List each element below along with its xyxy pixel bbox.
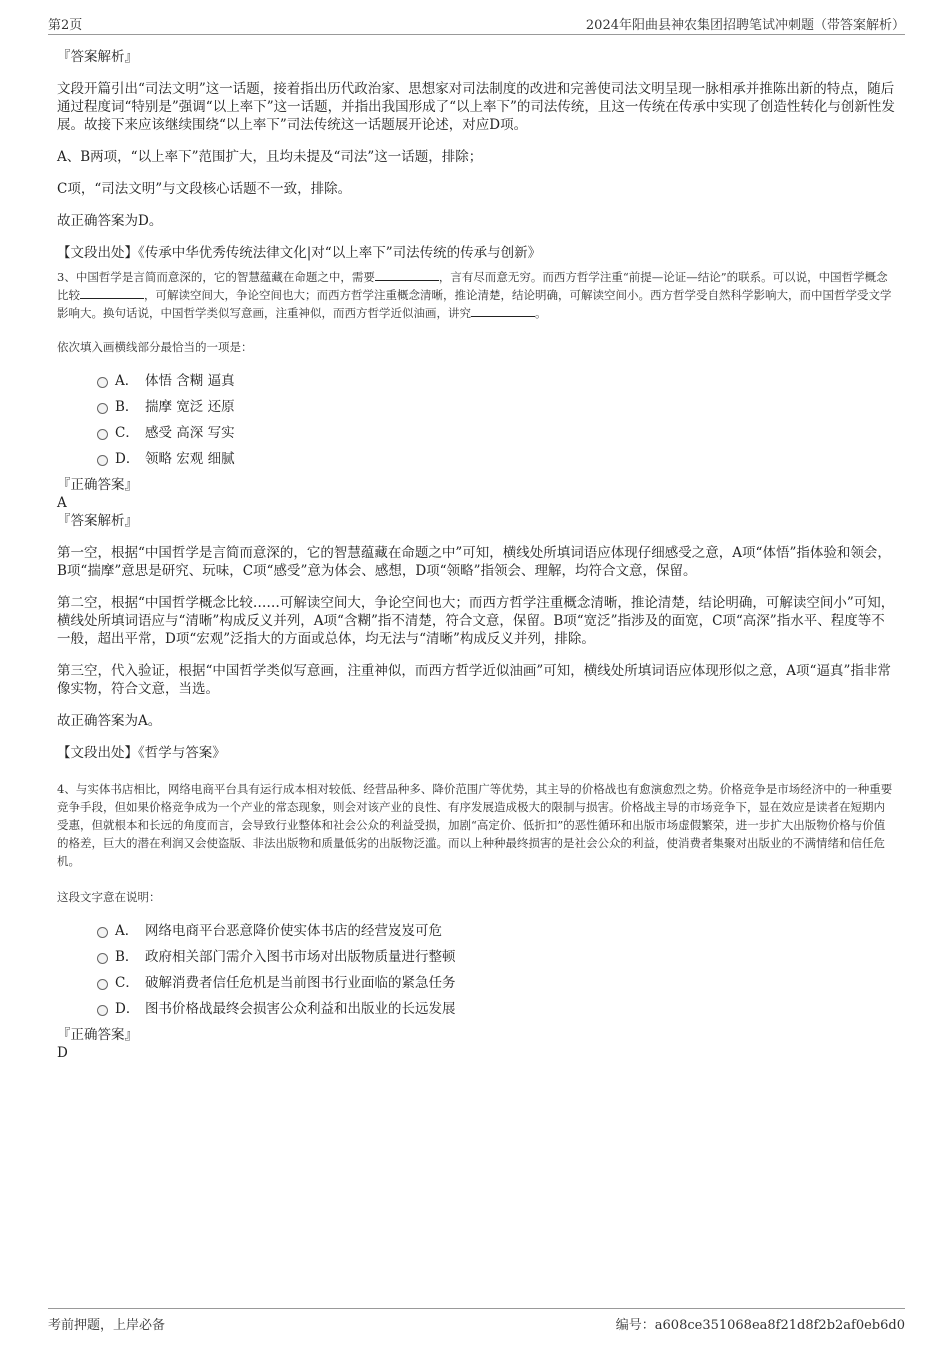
page-header xyxy=(48,14,905,35)
q3-option-a[interactable]: A． 体悟 含糊 逼真 xyxy=(57,372,895,398)
q4-answer-title: 『正确答案』 xyxy=(57,1027,138,1043)
q3-stem xyxy=(57,268,895,322)
q3-option-b[interactable]: B． 揣摩 宽泛 还原 xyxy=(57,398,895,424)
q3-answer-title: 『正确答案』 xyxy=(57,477,138,493)
q3-analysis-2: 第二空，根据“中国哲学概念比较……可解读空间大，争论空间也大；而西方哲学注重概念清晰，推论清楚，结论明确，可解读空间小”可知，横线处所填词语应与“清晰”构成反义并列，A项“含糊”指不清楚，符合文意，保留。B项“宽泛”指涉及的面宽，C项“高深”指水平、程度等不一般，超出平常，D项“宏观”泛指大的方面或总体，均无法与“清晰”构成反义并列，排除。 xyxy=(57,595,895,647)
q2-source: 【文段出处】《传承中华优秀传统法律文化|对“以上率下”司法传统的传承与创新》 xyxy=(57,245,542,261)
radio-icon[interactable] xyxy=(97,927,108,938)
q4-prompt: 这段文字意在说明： xyxy=(57,890,161,904)
q3-analysis-1: 第一空，根据“中国哲学是言简而意深的，它的智慧蕴藏在命题之中”可知，横线处所填词语应体现仔细感受之意，A项“体悟”指体验和领会，B项“揣摩”意思是研究、玩味，C项“感受”意为体会、感想，D项“领略”指领会、理解，均符合文意，保留。 xyxy=(57,545,891,579)
q3-stem-part1: 3、中国哲学是言简而意深的，它的智慧蕴藏在命题之中，需要 xyxy=(57,270,375,284)
q4-options xyxy=(57,922,895,1026)
q4-answer: D xyxy=(57,1045,68,1061)
q4-stem: 4、与实体书店相比，网络电商平台具有运行成本相对较低、经营品种多、降价范围广等优势，其主导的价格战也有愈演愈烈之势。价格竞争是市场经济中的一种重要竞争手段，但如果价格竞争成为一个产业的常态现象，则会对该产业的良性、有序发展造成极大的限制与损害。价格战主导的市场竞争下，显在效应是读者在短期内受惠，但就根本和长远的角度而言，会导致行业整体和社会公众的利益受损，加剧“高定价、低折扣”的恶性循环和出版市场虚假繁荣，进一步扩大出版物价格与价值的格差，巨大的潜在利润又会使盗版、非法出版物和质量低劣的出版物泛滥。而以上种种最终损害的是社会公众的利益，使消费者集聚对出版业的不满情绪和信任危机。 xyxy=(57,782,893,868)
radio-icon[interactable] xyxy=(97,403,108,414)
q3-analysis-3: 第三空，代入验证，根据“中国哲学类似写意画，注重神似，而西方哲学近似油画”可知，横线处所填词语应体现形似之意，A项“逼真”指非常像实物，符合文意，当选。 xyxy=(57,663,891,697)
q2-analysis-title: 『答案解析』 xyxy=(57,49,138,65)
page-number: 第2页 xyxy=(48,18,83,33)
q3-blank-3 xyxy=(471,304,535,317)
q3-source: 【文段出处】《哲学与答案》 xyxy=(57,745,226,761)
radio-icon[interactable] xyxy=(97,953,108,964)
q4-option-c[interactable]: C． 破解消费者信任危机是当前图书行业面临的紧急任务 xyxy=(57,974,895,1000)
radio-icon[interactable] xyxy=(97,377,108,388)
page-content xyxy=(57,46,895,1062)
q3-stem-part4: 。 xyxy=(535,306,547,320)
radio-icon[interactable] xyxy=(97,455,108,466)
q3-blank-1 xyxy=(375,268,439,281)
q3-stem-part3: ，可解读空间大，争论空间也大；而西方哲学注重概念清晰，推论清楚，结论明确，可解读空间小。西方哲学受自然科学影响大，而中国哲学受文学影响大。换句话说，中国哲学类似写意画，注重神似，而西方哲学近似油画，讲究 xyxy=(57,288,892,320)
q3-stem-part2: ，言有尽而意无穷。而西方哲学注重“前提—论证—结论”的联系。可以说，中国哲学概念比较 xyxy=(57,270,888,302)
footer-serial: 编号：a608ce351068ea8f21d8f2b2af0eb6d0 xyxy=(615,1318,905,1333)
q4-option-b[interactable]: B． 政府相关部门需介入图书市场对出版物质量进行整顿 xyxy=(57,948,895,974)
q3-blank-2 xyxy=(80,286,144,299)
radio-icon[interactable] xyxy=(97,429,108,440)
q3-prompt: 依次填入画横线部分最恰当的一项是： xyxy=(57,340,253,354)
page-footer xyxy=(48,1308,905,1333)
q2-conclusion: 故正确答案为D。 xyxy=(57,213,163,229)
q3-option-c[interactable]: C． 感受 高深 写实 xyxy=(57,424,895,450)
q2-ab-text: A、B两项，“以上率下”范围扩大，且均未提及“司法”这一话题，排除； xyxy=(57,149,483,165)
q3-answer: A xyxy=(57,495,67,511)
q4-option-d[interactable]: D． 图书价格战最终会损害公众利益和出版业的长远发展 xyxy=(57,1000,895,1026)
q3-conclusion: 故正确答案为A。 xyxy=(57,713,162,729)
radio-icon[interactable] xyxy=(97,1005,108,1016)
document-title: 2024年阳曲县神农集团招聘笔试冲刺题（带答案解析） xyxy=(585,18,905,33)
q2-analysis-text: 文段开篇引出“司法文明”这一话题，接着指出历代政治家、思想家对司法制度的改进和完善使司法文明呈现一脉相承并推陈出新的特点，随后通过程度词“特别是”强调“以上率下”这一话题，并指出我国形成了“以上率下”的司法传统，且这一传统在传承中实现了创造性转化与创新性发展。故接下来应该继续围绕“以上率下”司法传统这一话题展开论述，对应D项。 xyxy=(57,81,895,133)
q2-c-text: C项，“司法文明”与文段核心话题不一致，排除。 xyxy=(57,181,352,197)
footer-slogan: 考前押题，上岸必备 xyxy=(48,1318,166,1333)
radio-icon[interactable] xyxy=(97,979,108,990)
q4-option-a[interactable]: A． 网络电商平台恶意降价使实体书店的经营岌岌可危 xyxy=(57,922,895,948)
q3-analysis-title: 『答案解析』 xyxy=(57,513,138,529)
q3-option-d[interactable]: D． 领略 宏观 细腻 xyxy=(57,450,895,476)
q3-options xyxy=(57,372,895,476)
